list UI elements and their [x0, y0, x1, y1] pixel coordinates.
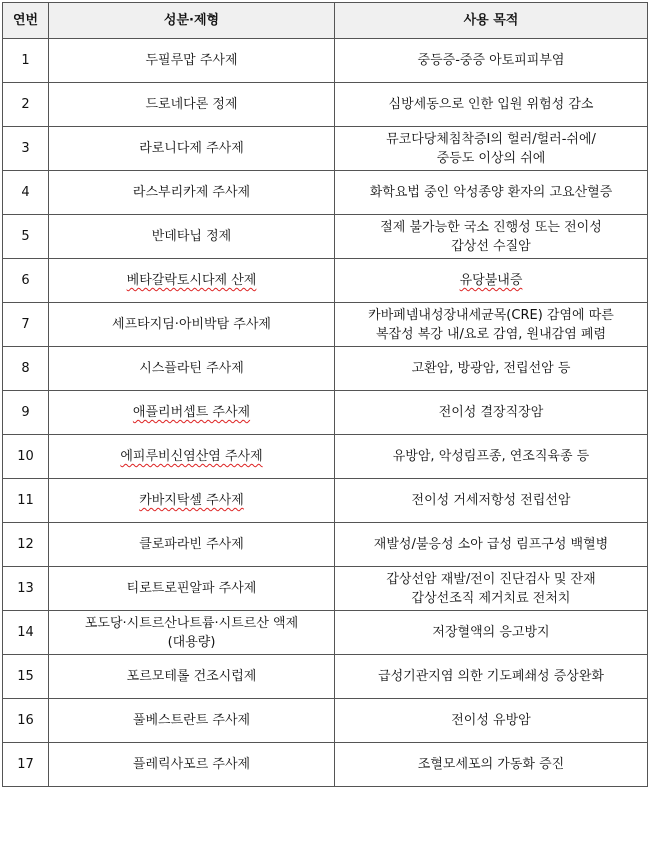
row-purpose: 재발성/불응성 소아 급성 림프구성 백혈병	[335, 523, 648, 567]
row-no: 12	[3, 523, 49, 567]
row-name: 두필루맙 주사제	[49, 39, 335, 83]
table-row	[3, 479, 648, 523]
table-row	[3, 435, 648, 479]
table-row	[3, 391, 648, 435]
table-row	[3, 303, 648, 347]
row-no: 5	[3, 215, 49, 259]
table-row	[3, 127, 648, 171]
row-no: 13	[3, 567, 49, 611]
row-name: 반데타닙 정제	[49, 215, 335, 259]
row-purpose: 심방세동으로 인한 입원 위험성 감소	[335, 83, 648, 127]
row-purpose: 전이성 결장직장암	[335, 391, 648, 435]
row-purpose: 유당불내증	[335, 259, 648, 303]
table-row	[3, 215, 648, 259]
table-header-row	[3, 3, 648, 39]
table-row	[3, 259, 648, 303]
row-name: 드로네다론 정제	[49, 83, 335, 127]
row-no: 15	[3, 655, 49, 699]
table-row	[3, 347, 648, 391]
row-purpose: 갑상선암 재발/전이 진단검사 및 잔재 갑상선조직 제거치료 전처치	[335, 567, 648, 611]
row-purpose: 조혈모세포의 가동화 증진	[335, 743, 648, 787]
table-row	[3, 567, 648, 611]
header-no: 연번	[3, 3, 49, 39]
header-purpose: 사용 목적	[335, 3, 648, 39]
drug-table	[2, 2, 648, 787]
row-name: 포르모테롤 건조시럽제	[49, 655, 335, 699]
table-row	[3, 699, 648, 743]
row-purpose: 화학요법 중인 악성종양 환자의 고요산혈증	[335, 171, 648, 215]
row-purpose: 전이성 유방암	[335, 699, 648, 743]
row-no: 4	[3, 171, 49, 215]
row-name: 세프타지딤·아비박탐 주사제	[49, 303, 335, 347]
row-purpose: 중등증-중증 아토피피부염	[335, 39, 648, 83]
row-name: 포도당·시트르산나트륨·시트르산 액제 (대용량)	[49, 611, 335, 655]
row-purpose: 절제 불가능한 국소 진행성 또는 전이성 갑상선 수질암	[335, 215, 648, 259]
row-no: 14	[3, 611, 49, 655]
row-no: 1	[3, 39, 49, 83]
table-row	[3, 611, 648, 655]
row-name: 애플리버셉트 주사제	[49, 391, 335, 435]
table-row	[3, 655, 648, 699]
row-no: 9	[3, 391, 49, 435]
row-no: 2	[3, 83, 49, 127]
row-name: 베타갈락토시다제 산제	[49, 259, 335, 303]
row-name: 티로트로핀알파 주사제	[49, 567, 335, 611]
table-row	[3, 743, 648, 787]
row-name: 라스부리카제 주사제	[49, 171, 335, 215]
row-name: 에피루비신염산염 주사제	[49, 435, 335, 479]
row-no: 8	[3, 347, 49, 391]
row-no: 6	[3, 259, 49, 303]
row-name: 시스플라틴 주사제	[49, 347, 335, 391]
row-purpose: 뮤코다당체침착증Ⅰ의 헐러/헐러-쉬에/ 중등도 이상의 쉬에	[335, 127, 648, 171]
row-name: 카바지탁셀 주사제	[49, 479, 335, 523]
row-purpose: 고환암, 방광암, 전립선암 등	[335, 347, 648, 391]
row-purpose: 카바페넴내성장내세균목(CRE) 감염에 따른 복잡성 복강 내/요로 감염, 원내감염 폐렴	[335, 303, 648, 347]
row-purpose: 저장혈액의 응고방지	[335, 611, 648, 655]
row-name: 플레릭사포르 주사제	[49, 743, 335, 787]
table-row	[3, 171, 648, 215]
row-name: 풀베스트란트 주사제	[49, 699, 335, 743]
row-no: 11	[3, 479, 49, 523]
header-name: 성분·제형	[49, 3, 335, 39]
row-name: 클로파라빈 주사제	[49, 523, 335, 567]
row-purpose: 급성기관지염 의한 기도폐쇄성 증상완화	[335, 655, 648, 699]
row-purpose: 유방암, 악성림프종, 연조직육종 등	[335, 435, 648, 479]
table-row	[3, 523, 648, 567]
row-no: 3	[3, 127, 49, 171]
table-row	[3, 83, 648, 127]
row-purpose: 전이성 거세저항성 전립선암	[335, 479, 648, 523]
row-no: 7	[3, 303, 49, 347]
row-no: 17	[3, 743, 49, 787]
row-name: 라로니다제 주사제	[49, 127, 335, 171]
row-no: 16	[3, 699, 49, 743]
row-no: 10	[3, 435, 49, 479]
table-row	[3, 39, 648, 83]
